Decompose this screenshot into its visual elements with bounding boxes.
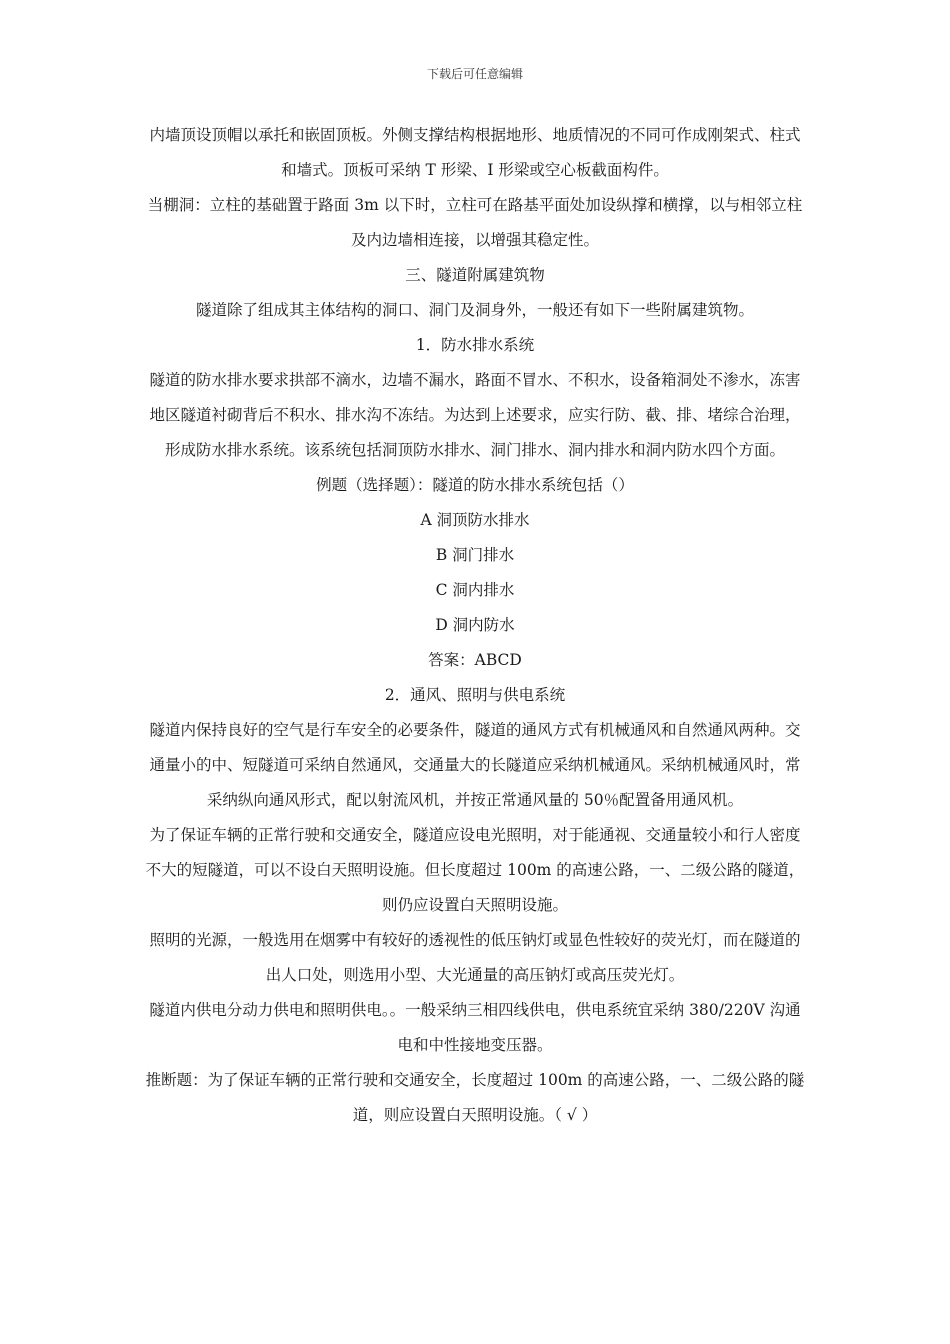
- option-b: B 洞门排水: [435, 546, 515, 564]
- page-header: 下载后可任意编辑: [426, 67, 523, 81]
- example-question: 例题（选择题）：隧道的防水排水系统包括（）: [316, 476, 634, 494]
- paragraph-power-supply: 隧道内供电分动力供电和照明供电。。一般采纳三相四线供电，供电系统宜采纳 380/220V 沟通电和中性接地变压器。: [149, 1001, 801, 1054]
- paragraph-drainage-requirements: 隧道的防水排水要求拱部不滴水，边墙不漏水，路面不冒水、不积水，设备箱洞处不渗水，冻害地区隧道衬砌背后不积水、排水沟不冻结。为达到上述要求，应实行防、截、排、堵综合治理，形成防水排水系统。该系统包括洞顶防水排水、洞门排水、洞内排水和洞内防水四个方面。: [149, 371, 801, 459]
- paragraph-light-source: 照明的光源，一般选用在烟雾中有较好的透视性的低压钠灯或显色性较好的荧光灯，而在隧道的出人口处，则选用小型、大光通量的高压钠灯或高压荧光灯。: [149, 931, 801, 984]
- answer-line: 答案：ABCD: [428, 651, 522, 669]
- paragraph-lighting: 为了保证车辆的正常行驶和交通安全，隧道应设电光照明，对于能通视、交通量较小和行人密度不大的短隧道，可以不设白天照明设施。但长度超过 100m 的高速公路，一、二级公路的隧道，则仍应设置白天照明设施。: [145, 826, 805, 914]
- option-c: C 洞内排水: [435, 581, 515, 599]
- option-a: A 洞顶防水排水: [420, 511, 530, 529]
- subheading-drainage-system: 1．防水排水系统: [415, 336, 535, 354]
- document-body: [145, 118, 805, 1133]
- paragraph-shed-structure: 内墙顶设顶帽以承托和嵌固顶板。外侧支撑结构根据地形、地质情况的不同可作成刚架式、柱式和墙式。顶板可采纳 T 形梁、I 形梁或空心板截面构件。: [149, 126, 801, 179]
- section-heading-auxiliary-buildings: 三、隧道附属建筑物: [405, 266, 545, 284]
- true-false-question: 推断题：为了保证车辆的正常行驶和交通安全，长度超过 100m 的高速公路，一、二级公路的隧道，则应设置白天照明设施。（ √ ）: [145, 1071, 805, 1124]
- subheading-ventilation-lighting: 2．通风、照明与供电系统: [384, 686, 566, 704]
- paragraph-shed-column: 当棚洞：立柱的基础置于路面 3m 以下时，立柱可在路基平面处加设纵撑和横撑，以与相邻立柱及内边墙相连接，以增强其稳定性。: [147, 196, 803, 249]
- option-d: D 洞内防水: [435, 616, 515, 634]
- paragraph-ventilation: 隧道内保持良好的空气是行车安全的必要条件，隧道的通风方式有机械通风和自然通风两种。交通量小的中、短隧道可采纳自然通风，交通量大的长隧道应采纳机械通风。采纳机械通风时，常采纳纵向通风形式，配以射流风机，并按正常通风量的 50％配置备用通风机。: [149, 721, 801, 809]
- paragraph-auxiliary-intro: 隧道除了组成其主体结构的洞口、洞门及洞身外，一般还有如下一些附属建筑物。: [195, 301, 754, 319]
